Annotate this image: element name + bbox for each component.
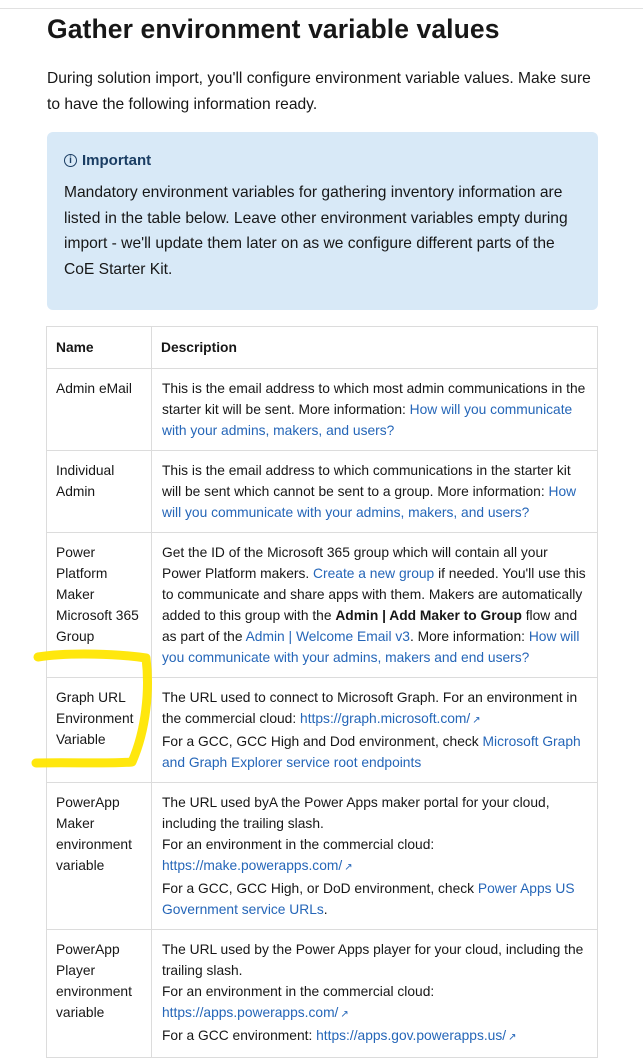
header-name: Name [47,327,152,369]
description-link[interactable]: Power Apps US Government service URLs [162,881,575,917]
description-text: . [323,902,328,917]
description-text: For an environment in the commercial cloud: [162,837,435,852]
description-text: if needed. You'll use this to communicate and share apps with them. Makers are automatically added to this group with the [162,566,586,623]
table-row [47,533,598,678]
description-text: For a GCC, GCC High, or DoD environment, check [162,881,478,896]
header-description: Description [152,327,598,369]
description-text: The URL used by the Power Apps player for your cloud, including the trailing slash. [162,942,584,978]
alert-title: Important [82,152,152,169]
page-title: Gather environment variable values [47,14,500,44]
variable-name: Graph URL Environment Variable [47,678,152,783]
variable-description [152,678,598,783]
description-link[interactable]: How will you communicate with your admins, makers, and users? [162,402,573,438]
description-link[interactable]: https://apps.powerapps.com/ [162,1005,339,1020]
intro-paragraph: During solution import, you'll configure environment variable values. Make sure to have the following information ready. [47,70,591,113]
external-link-icon: ↗ [344,862,353,873]
description-link[interactable]: https://make.powerapps.com/ [162,858,343,873]
table-row [47,930,598,1058]
top-divider [0,8,643,9]
variable-name: PowerApp Maker environment variable [47,783,152,930]
description-text: For an environment in the commercial cloud: [162,984,435,999]
description-text: For a GCC environment: [162,1028,317,1043]
description-link[interactable]: Microsoft Graph and Graph Explorer service root endpoints [162,734,581,770]
table-row [47,451,598,533]
variable-name: Power Platform Maker Microsoft 365 Group [47,533,152,678]
description-text: . More information: [409,629,529,644]
important-alert [47,132,598,310]
description-text: Get the ID of the Microsoft 365 group which will contain all your Power Platform makers. [162,545,548,581]
variable-description [152,930,598,1058]
external-link-icon: ↗ [472,715,481,726]
alert-body: Mandatory environment variables for gathering inventory information are listed in the table below. Leave other environment variables empty during import - we'll update them later on as we configure different parts of the CoE Starter Kit. [64,184,568,278]
description-text: For a GCC, GCC High and Dod environment, check [162,734,483,749]
description-link[interactable]: https://apps.gov.powerapps.us/ [316,1028,507,1043]
variable-description [152,369,598,451]
description-link[interactable]: Create a new group [313,566,435,581]
variable-name: Individual Admin [47,451,152,533]
variable-name: Admin eMail [47,369,152,451]
description-link[interactable]: How will you communicate with your admins, makers, and users? [162,484,577,520]
description-link[interactable]: How will you communicate with your admins, makers and end users? [162,629,580,665]
table-row [47,369,598,451]
info-icon: i [64,154,77,167]
description-text: The URL used byA the Power Apps maker portal for your cloud, including the trailing slash. [162,795,550,831]
description-text: The URL used to connect to Microsoft Graph. For an environment in the commercial cloud: [162,690,578,726]
external-link-icon: ↗ [340,1009,349,1020]
variable-name: PowerApp Player environment variable [47,930,152,1058]
environment-variables-table [46,326,598,1058]
table-header-row [47,327,598,369]
variable-description [152,783,598,930]
alert-header [64,152,580,169]
external-link-icon: ↗ [508,1032,517,1043]
table-row [47,678,598,783]
description-text: This is the email address to which communications in the starter kit will be sent which cannot be sent to a group. More information: [162,463,571,499]
bold-text: Admin | Add Maker to Group [335,608,522,623]
table-row [47,783,598,930]
description-text: flow and as part of the [162,608,578,644]
description-link[interactable]: Admin | Welcome Email v3 [245,629,410,644]
variable-description [152,533,598,678]
description-link[interactable]: https://graph.microsoft.com/ [300,711,471,726]
description-text: This is the email address to which most admin communications in the starter kit will be sent. More information: [162,381,586,417]
variable-description [152,451,598,533]
